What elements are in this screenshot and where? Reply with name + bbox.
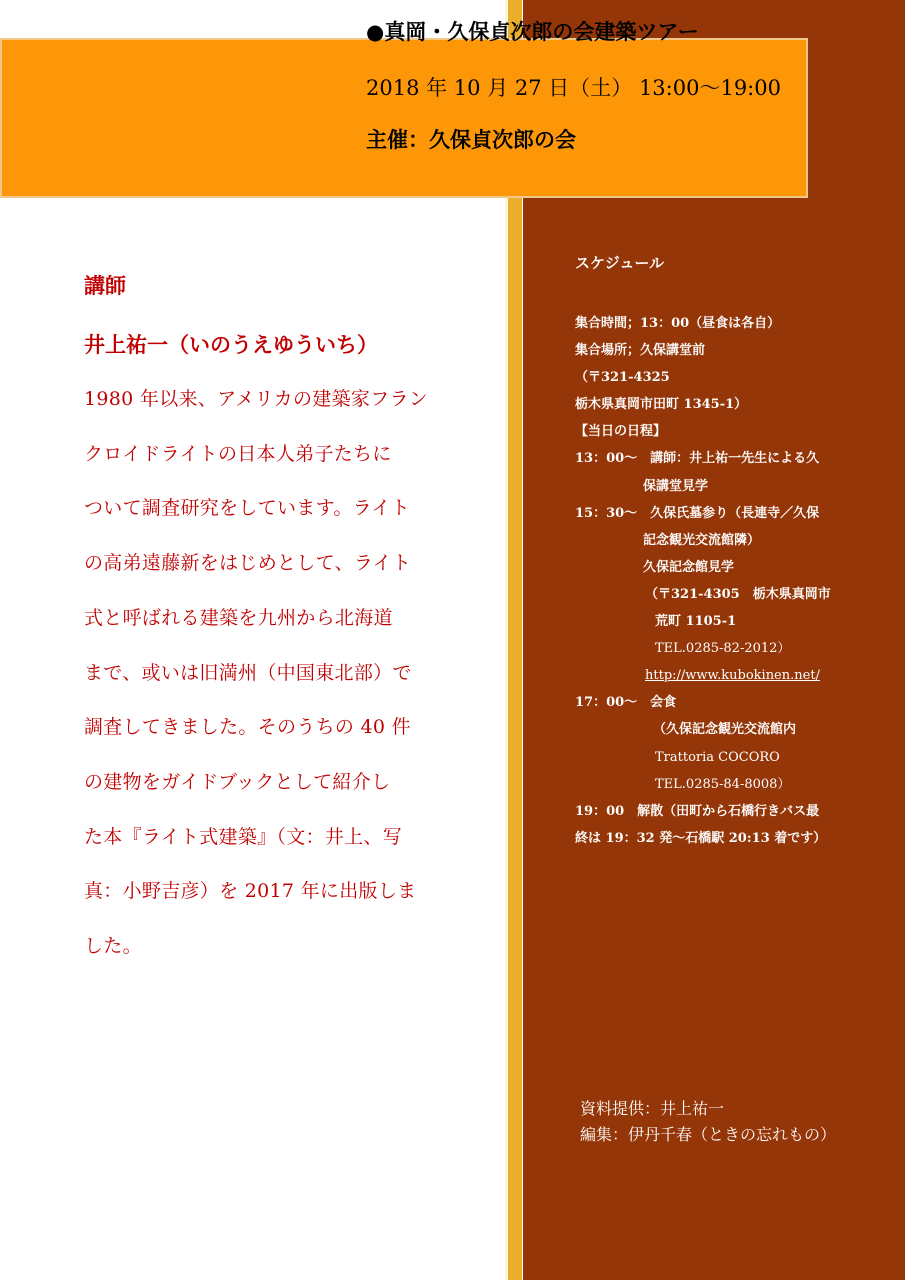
- museum-postal: （〒321-4305 栃木県真岡市: [645, 586, 831, 602]
- bio-line: の建物をガイドブックとして紹介し: [84, 770, 391, 793]
- event-organizer: 主催：久保貞次郎の会: [366, 127, 576, 152]
- bio-line: ついて調査研究をしています。ライト: [84, 497, 411, 520]
- schedule-item-1900-cont: 終は 19：32 発～石橋駅 20:13 着です）: [575, 830, 827, 846]
- lecturer-heading: 講師: [84, 273, 126, 298]
- museum-tel: TEL.0285-82-2012）: [655, 641, 791, 657]
- event-title: ●真岡・久保貞次郎の会建築ツアー: [366, 19, 699, 44]
- museum-url-link[interactable]: http://www.kubokinen.net/: [645, 668, 820, 684]
- schedule-item-1300: 13：00～ 講師：井上祐一先生による久: [575, 451, 820, 467]
- bio-line: 式と呼ばれる建築を九州から北海道: [84, 606, 393, 629]
- event-date: 2018 年 10 月 27 日（土） 13:00～19:00: [366, 76, 781, 100]
- bio-line: 調査してきました。そのうちの 40 件: [84, 716, 411, 739]
- materials-credit: 資料提供：井上祐一: [580, 1099, 725, 1118]
- header-band: [0, 38, 808, 198]
- dinner-venue: （久保記念観光交流館内: [653, 722, 797, 738]
- meet-place: 集合場所；久保講堂前: [575, 343, 706, 359]
- postal-code: （〒321-4325: [575, 370, 670, 386]
- lecturer-section: [84, 270, 459, 974]
- museum-address: 荒町 1105-1: [655, 614, 737, 630]
- address: 栃木県真岡市田町 1345-1）: [575, 397, 748, 413]
- meet-time: 集合時間；13：00（昼食は各自）: [575, 316, 781, 331]
- bio-line: した。: [84, 935, 142, 958]
- restaurant-tel: TEL.0285-84-8008）: [655, 776, 791, 792]
- restaurant-name: Trattoria COCORO: [655, 749, 780, 765]
- editor-credit: 編集：伊丹千春（ときの忘れもの）: [580, 1125, 837, 1144]
- bio-line: 1980 年以来、アメリカの建築家フラン: [84, 388, 429, 410]
- day-program-heading: 【当日の日程】: [575, 424, 667, 440]
- bio-line: 真：小野吉彦）を 2017 年に出版しま: [84, 880, 417, 903]
- bio-line: クロイドライトの日本人弟子たちに: [84, 442, 392, 465]
- museum-visit: 久保記念館見学: [643, 559, 735, 575]
- schedule-heading: スケジュール: [575, 254, 665, 272]
- schedule-item-1900: 19：00 解散（田町から石橋行きバス最: [575, 803, 820, 819]
- credits: [580, 1096, 836, 1148]
- schedule-item-1300-cont: 保講堂見学: [643, 478, 709, 494]
- schedule-item-1530-cont: 記念観光交流館隣）: [643, 532, 761, 548]
- schedule-item-1700: 17：00～ 会食: [575, 695, 677, 711]
- bio-line: た本『ライト式建築』（文：井上、写: [84, 825, 403, 848]
- schedule-section: [575, 250, 875, 852]
- lecturer-bio: [84, 372, 459, 974]
- bio-line: の高弟遠藤新をはじめとして、ライト: [84, 552, 412, 575]
- lecturer-name: 井上祐一（いのうえゆういち）: [84, 332, 378, 357]
- schedule-item-1530: 15：30～ 久保氏墓参り（長連寺／久保: [575, 505, 820, 521]
- bio-line: まで、或いは旧満州（中国東北部）で: [84, 661, 412, 684]
